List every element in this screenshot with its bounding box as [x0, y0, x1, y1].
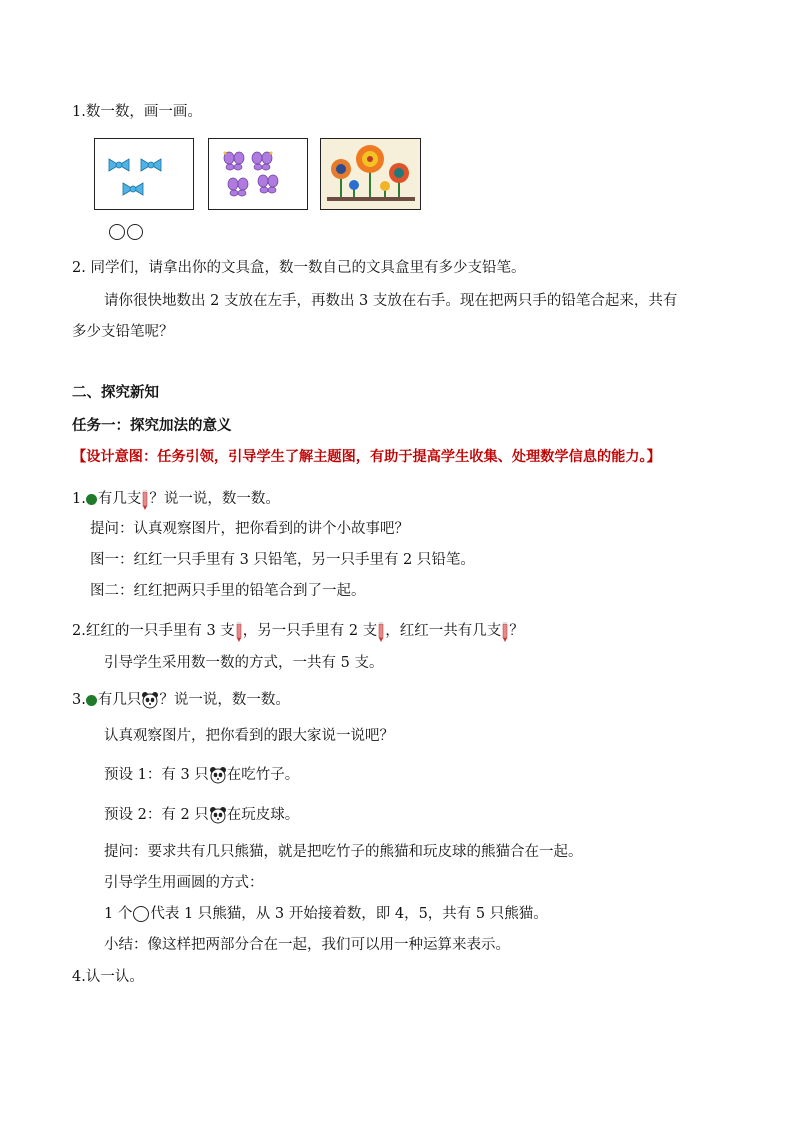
- circle-icon: [133, 906, 149, 922]
- q1-text-b: ？说一说，数一数。: [149, 491, 280, 507]
- q3-preset-2-a: 预设 2：有 2 只: [104, 807, 209, 823]
- butterfly-icon: [209, 139, 307, 209]
- q3-text-b: ？说一说，数一数。: [159, 692, 290, 708]
- q3-preset-1-b: 在吃竹子。: [226, 767, 300, 783]
- q3-preset-2-b: 在玩皮球。: [226, 807, 300, 823]
- q3-question: 提问：要求共有几只熊猫，就是把吃竹子的熊猫和玩皮球的熊猫合在一起。: [104, 844, 583, 860]
- q2-text-a: 2.红红的一只手里有 3 支: [72, 623, 235, 639]
- panda-icon: [141, 691, 159, 709]
- q3-preset-1: [104, 765, 299, 785]
- q3-line: [72, 690, 290, 710]
- q3-circle-line-a: 1 个: [104, 906, 133, 922]
- bows-box: [94, 138, 194, 210]
- q1-prompt: 提问：认真观察图片，把你看到的讲个小故事吧？: [90, 521, 409, 537]
- q3-preset-2: [104, 805, 299, 825]
- q1-picture-one: 图一：红红一只手里有 3 只铅笔，另一只手里有 2 只铅笔。: [90, 552, 475, 568]
- q2-line: [72, 620, 524, 642]
- butterflies-box: [208, 138, 308, 210]
- q1-picture-two: 图二：红红把两只手里的铅笔合到了一起。: [90, 583, 366, 599]
- q4-text: 4.认一认。: [72, 969, 144, 985]
- item2-text: 2. 同学们，请拿出你的文具盒，数一数自己的文具盒里有多少支铅笔。: [72, 260, 526, 276]
- pencil-icon: [235, 620, 243, 642]
- q2-text-d: ？: [509, 623, 524, 639]
- q1-number: 1.: [72, 491, 86, 507]
- item2-paragraph-line1: 请你很快地数出 2 支放在左手，再数出 3 支放在右手。现在把两只手的铅笔合起来，共有: [104, 293, 678, 309]
- q2-text-b: ，另一只手里有 2 支: [242, 623, 378, 639]
- circle-icon: [109, 224, 125, 240]
- q2-text-c: ，红红一共有几支: [385, 623, 502, 639]
- q3-number: 3.: [72, 692, 86, 708]
- flower-icon: [321, 139, 420, 209]
- q1-text-a: 有几支: [97, 491, 142, 507]
- q3-text-a: 有几只: [97, 692, 142, 708]
- item1-text: 1.数一数，画一画。: [72, 104, 202, 120]
- flowers-box: [320, 138, 421, 210]
- q3-circle-line-b: 代表 1 只熊猫，从 3 开始接着数，即 4，5，共有 5 只熊猫。: [150, 906, 548, 922]
- panda-icon: [209, 806, 227, 824]
- q3-preset-1-a: 预设 1：有 3 只: [104, 767, 209, 783]
- item2-paragraph-line2: 多少支铅笔呢？: [72, 324, 174, 340]
- q3-guide: 引导学生用画圆的方式：: [104, 875, 264, 891]
- task-title: 任务一：探究加法的意义: [72, 418, 232, 434]
- q3-summary: 小结：像这样把两部分合在一起，我们可以用一种运算来表示。: [104, 937, 510, 953]
- q3-observe: 认真观察图片，把你看到的跟大家说一说吧？: [104, 728, 394, 744]
- q1-line: [72, 488, 280, 510]
- panda-icon: [209, 766, 227, 784]
- q3-circle-line: [104, 904, 548, 924]
- green-dot-icon: [86, 494, 97, 505]
- bow-icon: [95, 139, 193, 209]
- circle-icon: [127, 224, 143, 240]
- answer-circles: [108, 222, 144, 242]
- green-dot-icon: [86, 695, 97, 706]
- design-intent: 【设计意图：任务引领，引导学生了解主题图，有助于提高学生收集、处理数学信息的能力。】: [72, 449, 661, 465]
- q2-guidance: 引导学生采用数一数的方式，一共有 5 支。: [104, 655, 384, 671]
- section-heading: 二、探究新知: [72, 385, 159, 401]
